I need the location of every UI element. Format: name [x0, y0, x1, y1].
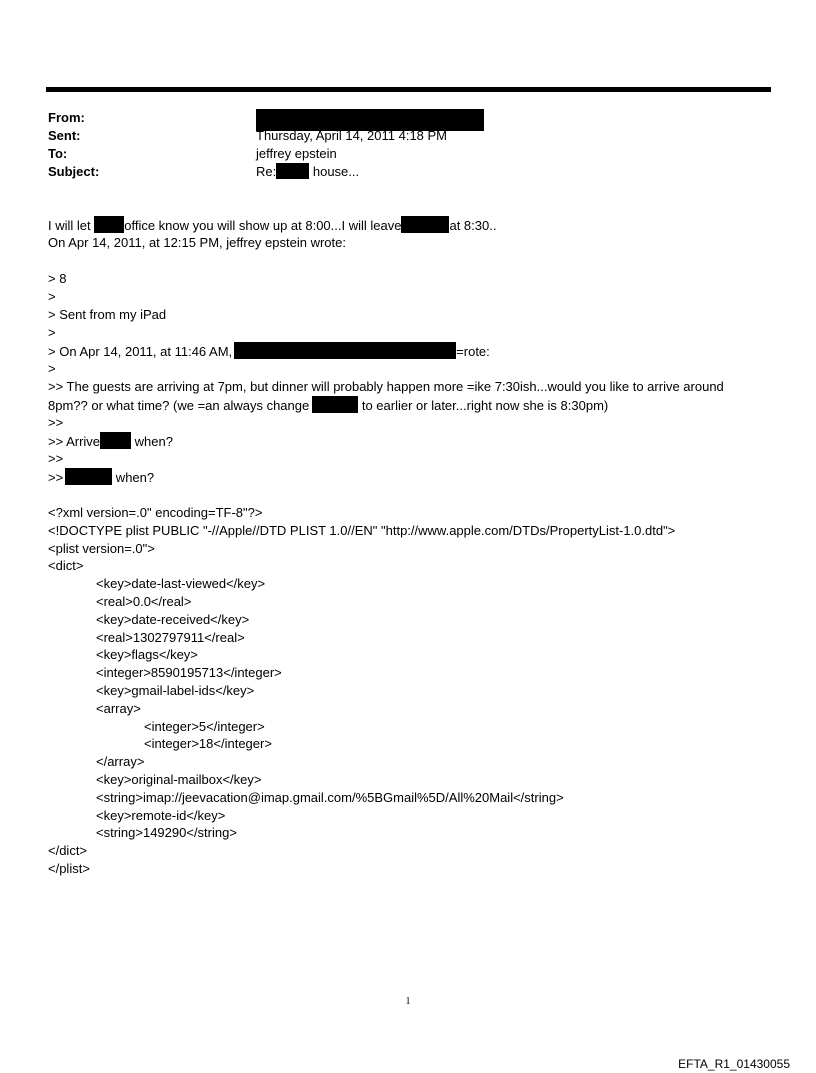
body-line	[48, 342, 778, 360]
body-text: >> Arrive	[48, 434, 101, 449]
subject-label: Subject:	[48, 164, 100, 179]
xml-line: </plist>	[48, 860, 90, 876]
xml-line: <key>original-mailbox</key>	[96, 771, 262, 787]
body-text: to earlier or later...right now she is 8:30pm)	[358, 398, 609, 413]
subject-prefix: Re:	[256, 164, 277, 179]
xml-line: <?xml version=.0" encoding=TF-8"?>	[48, 505, 263, 520]
plist-xml	[48, 504, 778, 878]
xml-line: <integer>5</integer>	[144, 718, 265, 734]
xml-line: <integer>18</integer>	[144, 736, 272, 752]
xml-line: <real>0.0</real>	[96, 593, 192, 609]
xml-line: <array>	[96, 700, 141, 716]
bates-number: EFTA_R1_01430055	[678, 1057, 790, 1071]
subject-suffix: house...	[312, 164, 360, 179]
xml-line: </array>	[96, 754, 145, 770]
redaction-block	[276, 163, 309, 179]
body-text: I will let	[48, 218, 95, 233]
redaction-block	[234, 342, 456, 359]
body-line: >	[48, 289, 56, 304]
xml-line: <key>gmail-label-ids</key>	[96, 682, 255, 698]
body-line: > Sent from my iPad	[48, 307, 167, 322]
xml-line: <real>1302797911</real>	[96, 629, 245, 645]
body-text: =rote:	[456, 344, 490, 359]
to-label: To:	[48, 146, 68, 161]
sent-value: Thursday, April 14, 2011 4:18 PM	[256, 128, 448, 143]
body-text: office know you will show up at 8:00...I will leave	[124, 218, 402, 233]
body-text: 8pm?? or what time? (we =an always change	[48, 398, 310, 413]
subject-value	[256, 163, 359, 181]
body-line: >>	[48, 415, 64, 430]
email-body	[48, 216, 778, 878]
xml-line: <!DOCTYPE plist PUBLIC "-//Apple//DTD PLIST 1.0//EN" "http://www.apple.com/DTDs/PropertyList-1.0.dtd">	[48, 522, 676, 538]
body-line: On Apr 14, 2011, at 12:15 PM, jeffrey epstein wrote:	[48, 235, 346, 250]
body-text: >>	[48, 470, 64, 485]
xml-line: <string>imap://jeevacation@imap.gmail.com/%5BGmail%5D/All%20Mail</string>	[96, 789, 564, 805]
redaction-block	[65, 468, 112, 485]
body-line: >	[48, 361, 56, 376]
body-line: >	[48, 325, 56, 340]
redaction-block	[100, 432, 131, 449]
xml-line: <plist version=.0">	[48, 540, 155, 556]
body-text: when?	[131, 434, 173, 449]
header-rule	[46, 87, 771, 92]
redaction-block	[94, 216, 124, 233]
xml-line: <key>date-last-viewed</key>	[96, 576, 266, 592]
body-line: > 8	[48, 271, 67, 286]
sent-label: Sent:	[48, 128, 81, 143]
body-line	[48, 396, 778, 414]
body-line: >>	[48, 451, 64, 466]
body-text: when?	[112, 470, 155, 485]
body-line	[48, 468, 778, 486]
redaction-block	[312, 396, 358, 413]
body-line	[48, 216, 778, 234]
page-number: 1	[405, 996, 411, 1007]
redaction-block	[401, 216, 449, 233]
body-text: at 8:30..	[449, 218, 497, 233]
body-line	[48, 432, 778, 450]
to-value: jeffrey epstein	[256, 146, 337, 161]
xml-line: <key>remote-id</key>	[96, 807, 226, 823]
from-label: From:	[48, 110, 85, 125]
xml-line: <key>date-received</key>	[96, 611, 250, 627]
xml-line: <integer>8590195713</integer>	[96, 665, 282, 681]
xml-line: <string>149290</string>	[96, 825, 237, 841]
body-line: >> The guests are arriving at 7pm, but dinner will probably happen more =ike 7:30ish...would you like to arrive around	[48, 379, 724, 394]
xml-line: <key>flags</key>	[96, 647, 198, 663]
xml-line: </dict>	[48, 843, 88, 859]
body-text: > On Apr 14, 2011, at 11:46 AM,	[48, 344, 233, 359]
xml-line: <dict>	[48, 558, 84, 574]
